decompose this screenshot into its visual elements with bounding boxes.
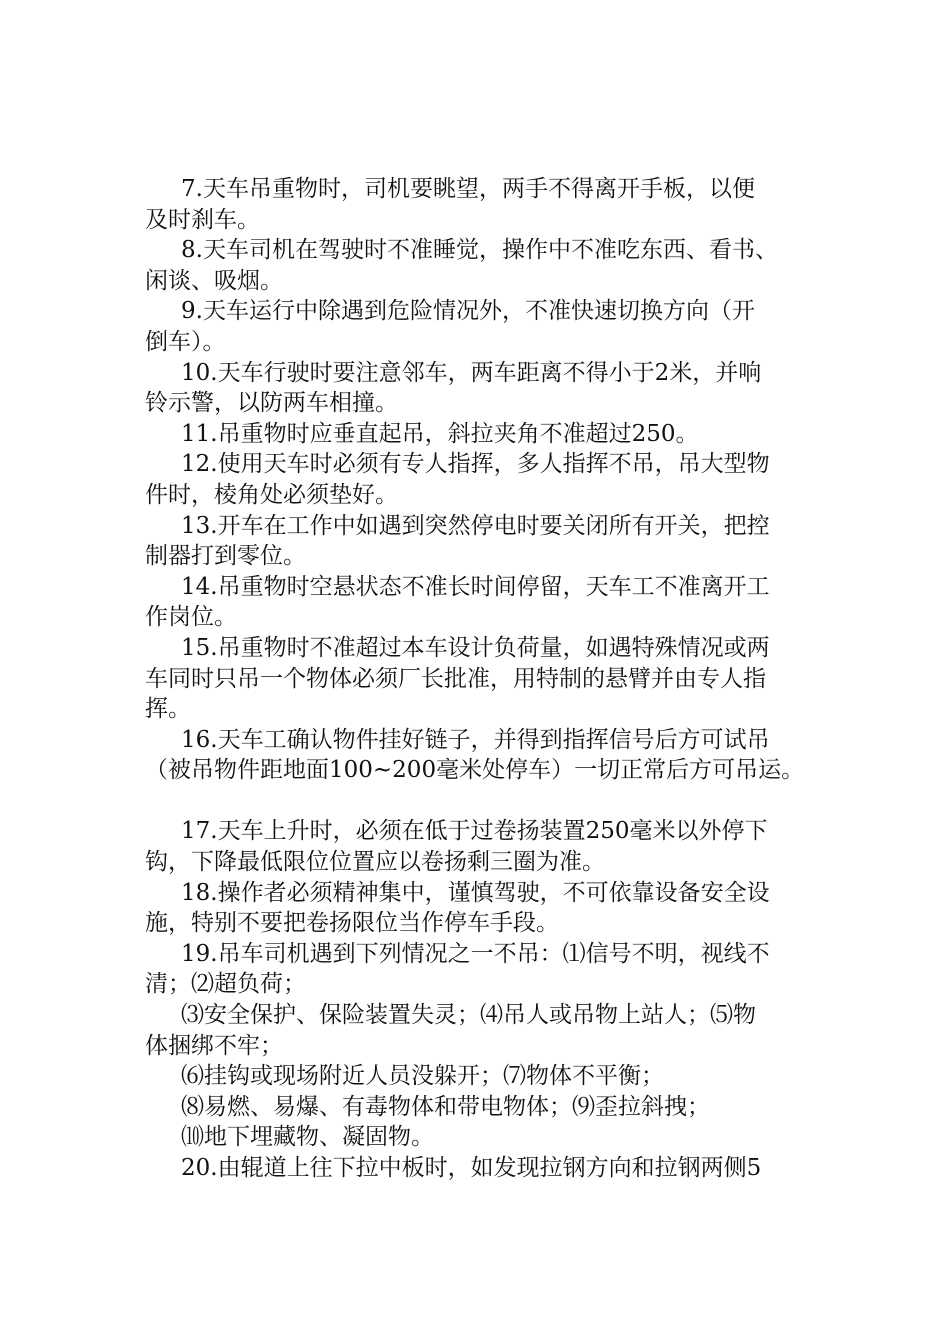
paragraph [145, 511, 845, 572]
paragraph [145, 1153, 845, 1184]
paragraph-line: ⑽地下埋藏物、凝固物。 [181, 1124, 434, 1151]
paragraph [145, 419, 845, 450]
paragraph [145, 1122, 845, 1153]
paragraph-line: 14.吊重物时空悬状态不准长时间停留，天车工不准离开工 [181, 573, 770, 600]
paragraph [145, 296, 845, 357]
paragraph-line: 15.吊重物时不准超过本车设计负荷量，如遇特殊情况或两 [181, 634, 770, 661]
paragraph-line: 钩，下降最低限位位置应以卷扬剩三圈为准。 [145, 849, 605, 876]
paragraph-line: 20.由辊道上往下拉中板时，如发现拉钢方向和拉钢两侧5 [181, 1155, 762, 1181]
paragraph [145, 358, 845, 419]
paragraph [145, 633, 845, 725]
paragraph [145, 816, 845, 877]
paragraph-line: 10.天车行驶时要注意邻车，两车距离不得小于2米，并响 [181, 359, 762, 386]
paragraph-line: 作岗位。 [145, 604, 237, 631]
paragraph-line: 7.天车吊重物时，司机要眺望，两手不得离开手板，以便 [181, 176, 755, 202]
paragraph-line: 闲谈、吸烟。 [145, 267, 283, 294]
paragraph-line: 件时，棱角处必须垫好。 [145, 481, 398, 508]
paragraph [145, 1061, 845, 1092]
paragraph [145, 878, 845, 939]
paragraph-line: 16.天车工确认物件挂好链子，并得到指挥信号后方可试吊 [181, 726, 770, 753]
paragraph-line: 车同时只吊一个物体必须厂长批准，用特制的悬臂并由专人指 [145, 665, 766, 692]
paragraph [145, 572, 845, 633]
paragraph [145, 235, 845, 296]
paragraph-line: 18.操作者必须精神集中，谨慎驾驶，不可依靠设备安全设 [181, 879, 770, 906]
paragraph-line: 8.天车司机在驾驶时不准睡觉，操作中不准吃东西、看书、 [181, 237, 778, 264]
paragraph-line: 13.开车在工作中如遇到突然停电时要关闭所有开关，把控 [181, 512, 770, 539]
paragraph-line: 19.吊车司机遇到下列情况之一不吊：⑴信号不明，视线不 [181, 940, 770, 967]
paragraph-line: 施，特别不要把卷扬限位当作停车手段。 [145, 910, 559, 937]
paragraph-line: 铃示警，以防两车相撞。 [145, 390, 398, 417]
paragraph-line: （被吊物件距地面100~200毫米处停车）一切正常后方可吊运。 [145, 757, 805, 784]
paragraph [145, 1092, 845, 1123]
paragraph-line: 17.天车上升时，必须在低于过卷扬装置250毫米以外停下 [181, 818, 768, 845]
paragraph-line: ⑹挂钩或现场附近人员没躲开；⑺物体不平衡； [181, 1063, 664, 1090]
blank-line [145, 786, 845, 817]
paragraph-line: 12.使用天车时必须有专人指挥，多人指挥不吊，吊大型物 [181, 451, 770, 478]
paragraph [145, 1000, 845, 1061]
paragraph-line: 体捆绑不牢； [145, 1032, 283, 1059]
paragraph-line: 及时刹车。 [145, 206, 260, 233]
paragraph [145, 939, 845, 1000]
paragraph-line: 11.吊重物时应垂直起吊，斜拉夹角不准超过250。 [181, 420, 699, 447]
paragraph [145, 174, 845, 235]
document-page [145, 174, 845, 1184]
paragraph-line: 制器打到零位。 [145, 543, 306, 570]
paragraph-line: 倒车）。 [145, 328, 226, 355]
paragraph-line: 清；⑵超负荷； [145, 971, 306, 998]
paragraph-line: ⑻易燃、易爆、有毒物体和带电物体；⑼歪拉斜拽； [181, 1093, 710, 1120]
paragraph-line: ⑶安全保护、保险装置失灵；⑷吊人或吊物上站人；⑸物 [181, 1002, 756, 1029]
paragraph-line: 挥。 [145, 696, 191, 723]
paragraph [145, 725, 845, 786]
paragraph-line: 9.天车运行中除遇到危险情况外，不准快速切换方向（开 [181, 298, 755, 325]
paragraph [145, 449, 845, 510]
